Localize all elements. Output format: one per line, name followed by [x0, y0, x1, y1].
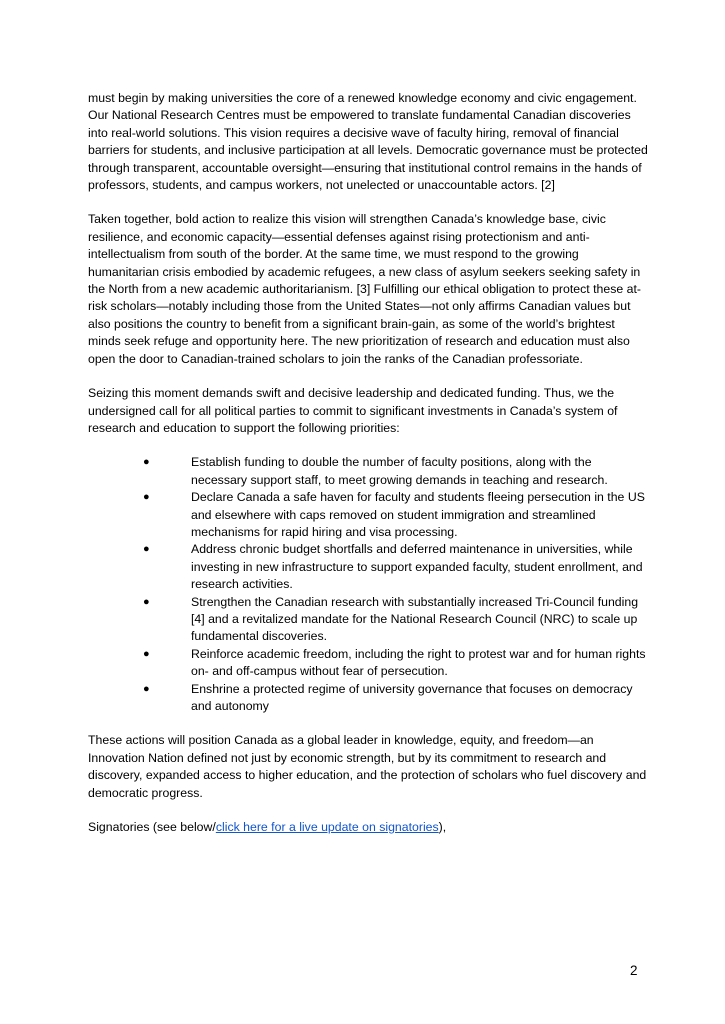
- bullet-icon: ●: [143, 543, 150, 556]
- paragraph-call-to-action: Seizing this moment demands swift and decisive leadership and dedicated funding. Thus, we the undersigned call for all political parties to commit to significant investments in Canada’s system of research and education to support the following priorities:: [88, 386, 618, 435]
- list-item: [143, 454, 648, 489]
- page-number: 2: [630, 963, 638, 978]
- signatories-prefix: Signatories (see below/: [88, 820, 216, 835]
- signatories-suffix: ),: [438, 820, 447, 835]
- list-item-text: Establish funding to double the number of faculty positions, along with the necessary support staff, to meet growing demands in teaching and research.: [191, 455, 608, 487]
- signatories-live-update-link[interactable]: click here for a live update on signatories: [215, 820, 439, 835]
- page-content: [88, 90, 648, 853]
- list-item: [143, 489, 648, 541]
- list-item: [143, 646, 648, 681]
- list-item: [143, 594, 648, 646]
- list-item: [143, 541, 648, 593]
- bullet-icon: ●: [143, 456, 150, 469]
- bullet-icon: ●: [143, 595, 150, 608]
- priorities-list: [88, 454, 648, 715]
- list-item-text: Reinforce academic freedom, including the right to protest war and for human rights on- and off-campus without fear of persecution.: [191, 646, 646, 679]
- bullet-icon: ●: [143, 647, 150, 660]
- list-item-text: Strengthen the Canadian research with substantially increased Tri-Council funding [4] and a revitalized mandate for the National Research Council (NRC) to scale up fundamental discoveries.: [191, 594, 639, 644]
- list-item-text: Declare Canada a safe haven for faculty and students fleeing persecution in the US and elsewhere with caps removed on student immigration and streamlined mechanisms for rapid hiring and visa processing.: [191, 490, 645, 539]
- bullet-icon: ●: [143, 491, 150, 504]
- signatories-line: [88, 819, 648, 836]
- bullet-icon: ●: [143, 682, 150, 695]
- paragraph-closing: These actions will position Canada as a global leader in knowledge, equity, and freedom—an Innovation Nation defined not just by economic strength, but by its commitment to research and discovery, expanded access to higher education, and the protection of scholars who fuel discovery and democratic progress.: [88, 733, 647, 800]
- list-item-text: Enshrine a protected regime of university governance that focuses on democracy and autonomy: [191, 681, 633, 713]
- list-item: [143, 681, 648, 716]
- list-item-text: Address chronic budget shortfalls and deferred maintenance in universities, while investing in new infrastructure to support expanded faculty, student enrollment, and research activities.: [191, 542, 643, 592]
- paragraph-taken-together: Taken together, bold action to realize this vision will strengthen Canada’s knowledge base, civic resilience, and economic capacity—essential defenses against rising protectionism and anti-intellectualism from south of the border. At the same time, we must respond to the growing humanitarian crisis embodied by academic refugees, a new class of asylum seekers seeking safety in the North from a new academic authoritarianism. [3] Fulfilling our ethical obligation to protect these at-risk scholars—notably including those from the United States—not only affirms Canadian values but also positions the country to benefit from a significant brain-gain, as some of the world’s brightest minds seek refuge and opportunity here. The new prioritization of research and education must also open the door to Canadian-trained scholars to join the ranks of the Canadian professoriate.: [88, 212, 641, 366]
- paragraph-vision: must begin by making universities the core of a renewed knowledge economy and civic engagement. Our National Research Centres must be empowered to translate fundamental Canadian discoveries into real-world solutions. This vision requires a decisive wave of faculty hiring, removal of financial barriers for students, and inclusive participation at all levels. Democratic governance must be protected through transparent, accountable oversight—ensuring that institutional control remains in the hands of professors, students, and campus workers, not unelected or unaccountable actors. [2]: [88, 91, 648, 193]
